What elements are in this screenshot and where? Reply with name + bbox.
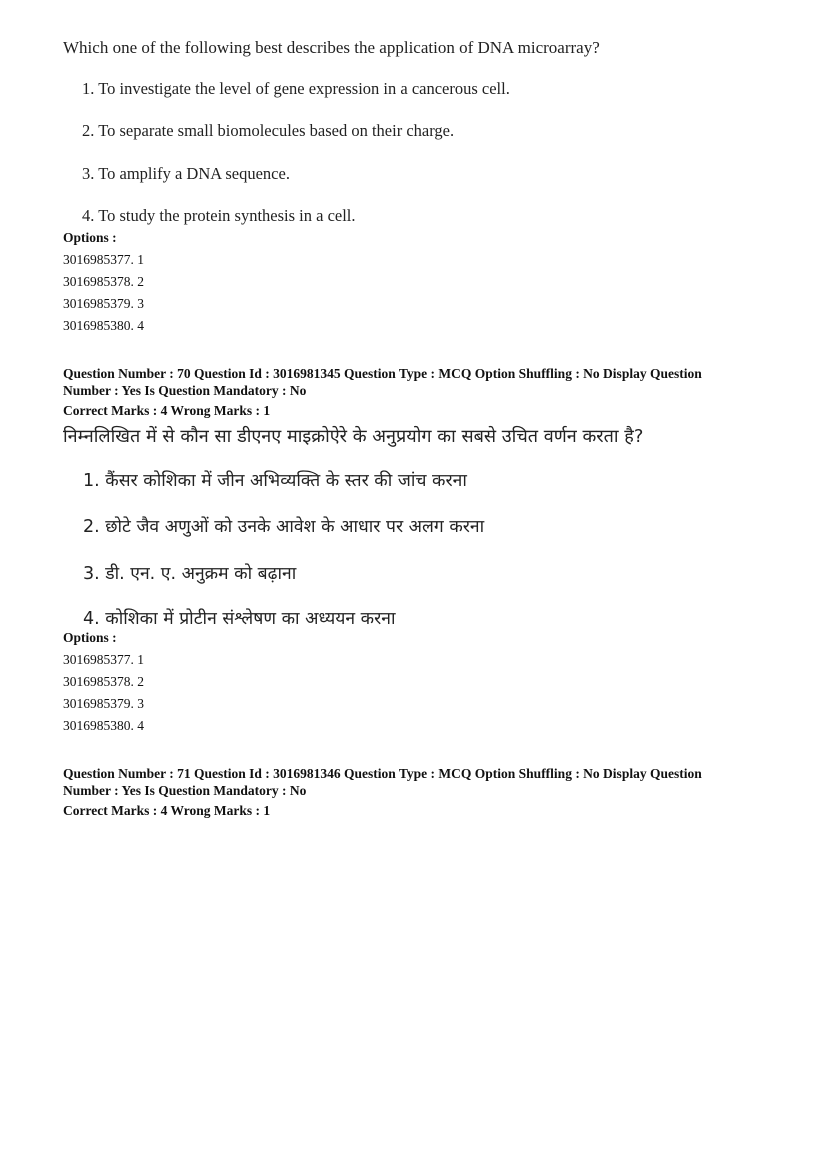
option-item: 3016985378. 2 xyxy=(63,674,144,689)
choice-item: 4. कोशिका में प्रोटीन संश्लेषण का अध्ययन करना xyxy=(83,609,396,629)
option-item: 3016985378. 2 xyxy=(63,274,144,289)
option-item: 3016985380. 4 xyxy=(63,718,144,733)
option-item: 3016985377. 1 xyxy=(63,652,144,667)
question-stem: Which one of the following best describes the application of DNA microarray? xyxy=(63,38,600,57)
question-meta-line: Question Number : 71 Question Id : 3016981346 Question Type : MCQ Option Shuffling : No Display Question xyxy=(63,766,702,781)
question-meta-line: Number : Yes Is Question Mandatory : No xyxy=(63,383,307,398)
question-meta-line: Question Number : 70 Question Id : 3016981345 Question Type : MCQ Option Shuffling : No Display Question xyxy=(63,366,702,381)
options-label: Options : xyxy=(63,630,117,645)
option-item: 3016985379. 3 xyxy=(63,296,144,311)
choice-item: 3. To amplify a DNA sequence. xyxy=(82,164,290,183)
option-item: 3016985380. 4 xyxy=(63,318,144,333)
choice-item: 1. कैंसर कोशिका में जीन अभिव्यक्ति के स्तर की जांच करना xyxy=(83,471,467,491)
choice-item: 2. To separate small biomolecules based on their charge. xyxy=(82,121,455,140)
choice-item: 2. छोटे जैव अणुओं को उनके आवेश के आधार पर अलग करना xyxy=(83,517,485,537)
marks-info: Correct Marks : 4 Wrong Marks : 1 xyxy=(63,403,271,418)
choice-item: 1. To investigate the level of gene expression in a cancerous cell. xyxy=(82,79,510,98)
choice-item: 3. डी. एन. ए. अनुक्रम को बढ़ाना xyxy=(83,564,297,584)
question-stem: निम्नलिखित में से कौन सा डीएनए माइक्रोऐरे के अनुप्रयोग का सबसे उचित वर्णन करता है? xyxy=(63,426,644,447)
choice-item: 4. To study the protein synthesis in a cell. xyxy=(82,206,356,225)
option-item: 3016985379. 3 xyxy=(63,696,144,711)
question-meta xyxy=(63,765,763,819)
question-meta xyxy=(63,365,763,419)
question-meta-line: Number : Yes Is Question Mandatory : No xyxy=(63,783,307,798)
options-label: Options : xyxy=(63,230,117,245)
marks-info: Correct Marks : 4 Wrong Marks : 1 xyxy=(63,803,271,818)
option-item: 3016985377. 1 xyxy=(63,252,144,267)
